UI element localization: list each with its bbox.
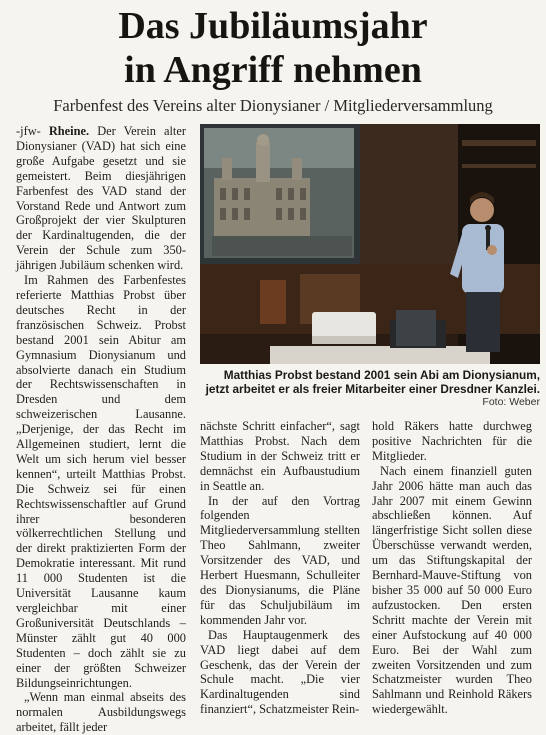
paragraph: hold Räkers hatte durchweg positive Nachrichten für die Mitglieder.: [372, 419, 532, 463]
lead-text: Der Verein alter Dionysianer (VAD) hat sich eine große Aufgabe gesetzt und sie gemeistert. Beim diesjährigen Farbenfest des VAD stand der Vorstand Rede und Antwort zum Großprojekt der vier Skulpturen der Kardinaltugenden, die der Verein der Schule zum 350-jährigen Jubiläum schenken wird.: [16, 124, 186, 273]
photo-caption: [200, 368, 540, 396]
paragraph: „Wenn man einmal abseits des normalen Ausbildungswegs arbeitet, fällt jeder: [16, 690, 186, 735]
article-column-3: [372, 419, 532, 717]
article-column-2: [200, 419, 360, 717]
headline-line-1: Das Jubiläumsjahr: [118, 5, 428, 47]
subheadline: Farbenfest des Vereins alter Dionysianer / Mitgliederversammlung: [53, 96, 493, 115]
caption-line-1: Matthias Probst bestand 2001 sein Abi am Dionysianum,: [223, 368, 540, 382]
dateline-location: Rheine.: [48, 124, 90, 138]
headline-line-2: in Angriff nehmen: [124, 49, 422, 91]
photo-credit: Foto: Weber: [482, 396, 540, 408]
headline: [0, 4, 546, 92]
caption-line-2: jetzt arbeitet er als freier Mitarbeiter einer Dresdner Kanzlei.: [205, 382, 540, 396]
article-column-1: [16, 124, 186, 735]
paragraph: Das Hauptaugenmerk des VAD liegt dabei auf dem Geschenk, das der Verein der Schule macht. „Die vier Kardinaltugenden sind finanziert“, Schatzmeister Rein-: [200, 627, 360, 717]
paragraph: In der auf den Vortrag folgenden Mitgliederversammlung stellten Theo Sahlmann, zweiter Vorsitzender des VAD, und Herbert Huesmann, Schulleiter des Dionysianums, die Pläne für das Schuljubiläum im kommenden Jahr vor.: [200, 493, 360, 627]
lead-paragraph: [16, 124, 186, 273]
paragraph: nächste Schritt einfacher“, sagt Matthias Probst. Nach dem Studium in der Schweiz tritt er demnächst ein Aufbaustudium in Seattle an.: [200, 419, 360, 493]
author-tag: -jfw-: [16, 124, 41, 138]
paragraph: Im Rahmen des Farbenfestes referierte Matthias Probst über deutsches Recht in der französischen Schweiz. Probst bestand 2001 sein Abitur am Gymnasium Dionysianum und absolvierte danach ein Studium der Rechtswissenschaften in Dresden und dem schweizerischen Lausanne. „Derjenige, der das Recht im Allgemeinen studiert, lernt die Welt um sich herum viel besser kennen“, urteilt Matthias Probst. Die Schweiz sei für einen Rechtswissenschaftler auf Grund ihrer besonderen völkerrechtlichen Stellung und der direkt praktizierten Form der Demokratie interessant. Mit rund 11 000 Studenten ist die Universität Lausanne kaum vergleichbar mit einer Großuniversität Deutschlands – Münster zählt gut 40 000 Studenten – doch zählt sie zu einer der größten Schweizer Bildungseinrichtungen.: [16, 273, 186, 690]
paragraph: Nach einem finanziell guten Jahr 2006 hätte man auch das Jahr 2007 mit einem Gewinn abschließen können. Auf längerfristige Sicht sollen diese Überschüsse verwandt werden, um das Stiftungskapital der Bernhard-Mauve-Stiftung von bisher 35 000 auf 50 000 Euro aufzustocken. Den ersten Schritt machte der Verein mit einer Aufstockung auf 40 000 Euro. Bei der Wahl zum zweiten Vorsitzenden und zum Schatzmeister wurden Theo Sahlmann und Reinhold Räkers wiedergewählt.: [372, 463, 532, 717]
article-photo: [200, 124, 540, 364]
